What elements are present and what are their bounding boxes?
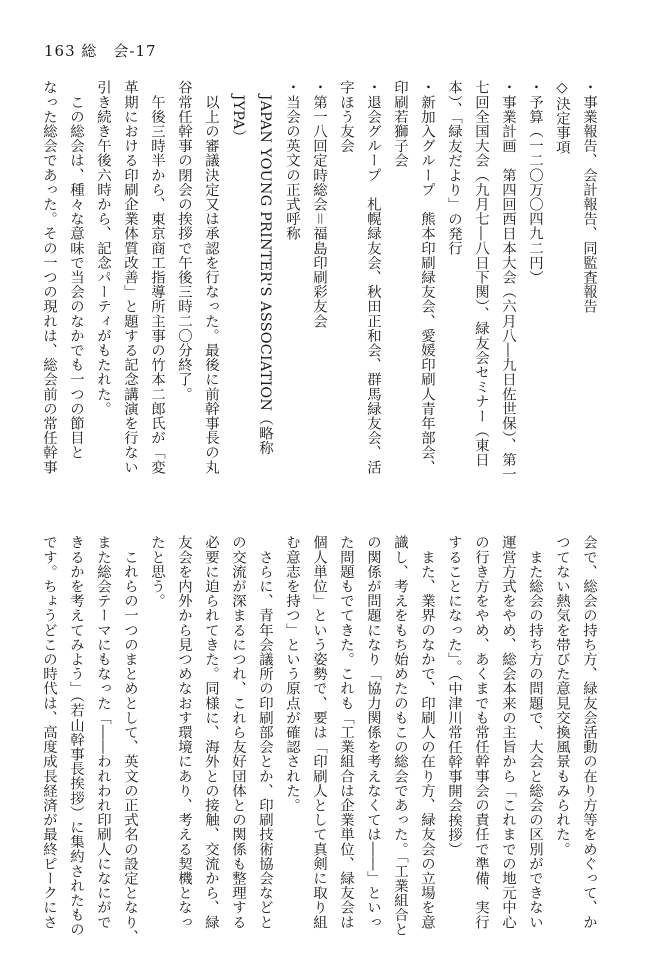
- text-line: 谷常任幹事の閉会の挨拶で午後三時二〇分終了。: [176, 80, 192, 402]
- text-line: ・第一八回定時総会＝福島印刷彩友会: [311, 80, 327, 329]
- upper-text-block: [42, 80, 602, 480]
- running-head: 163 総 会-17: [44, 42, 157, 60]
- text-line: つてない熱気を帯びた意見交換風景もみられた。: [554, 535, 570, 857]
- text-line: です。ちょうどこの時代は、高度成長経済が最終ピークにさ: [41, 535, 57, 930]
- text-line: さらに、青年会議所の印刷部会とか、印刷技術協会などと: [257, 535, 273, 930]
- text-line: これらの一つのまとめとして、英文の正式名の設定となり、: [122, 535, 138, 944]
- text-line: この総会は、種々な意味で当会のなかでも一つの節目と: [68, 80, 84, 460]
- text-line: きるかを考えてみよう」（若山幹事長挨拶）に集約されたもの: [68, 535, 84, 937]
- text-line: た問題もでてきた。これも「工業組合は企業単位、緑友会は: [338, 535, 354, 930]
- text-line: ・当会の英文の正式呼称: [284, 80, 300, 241]
- text-line: ・予算（一二〇万〇四九二円）: [527, 80, 543, 285]
- text-line: 本）、「緑友だより」の発行: [446, 80, 462, 256]
- text-line: 以上の審議決定又は承認を行なった。最後に前幹事長の丸: [203, 80, 219, 475]
- text-line: の関係が問題になり「協力関係を考えなくては――」といっ: [365, 535, 381, 930]
- text-line: 運営方式をやめ、総会本来の主旨から「これまでの地元中心: [500, 535, 516, 930]
- text-line: の行き方をやめ、あくまでも常任幹事会の責任で準備、実行: [473, 535, 489, 930]
- text-line: 七回全国大会（九月七―八日下関）、緑友会セミナー（東日: [473, 80, 489, 467]
- text-line: の交流が深まるにつれ、これら友好団体との関係も整理する: [230, 535, 246, 930]
- text-line: 個人単位」という姿勢で、要は「印刷人として真剣に取り組: [311, 535, 327, 930]
- text-line: JAPAN YOUNG PRINTER'S ASSOCIATION（略称: [257, 80, 273, 455]
- text-line: また、業界のなかで、印刷人の在り方、緑友会の立場を意: [419, 535, 435, 930]
- text-line: また総会の持ち方の問題で、大会と総会の区別ができない: [527, 535, 543, 930]
- text-line: ◇決定事項: [554, 80, 570, 155]
- text-line: 友会を内外から見つめなおす環境にあり、考える契機となっ: [176, 535, 192, 930]
- text-line: 引き続き午後六時から、記念パーティがもたれた。: [95, 80, 111, 416]
- text-line: 印刷若獅子会: [392, 80, 408, 168]
- text-line: 革期における印刷企業体質改善」と題する記念講演を行ない: [122, 80, 138, 475]
- text-line: 必要に迫られてきた。同様に、海外との接触、交流から、緑: [203, 535, 219, 930]
- text-line: 会で、総会の持ち方、緑友会活動の在り方等をめぐって、か: [581, 535, 597, 930]
- text-line: 字ほう友会: [338, 80, 354, 153]
- lower-text-block: [41, 535, 602, 944]
- text-line: む意志を持つ」という原点が確認された。: [284, 535, 300, 813]
- text-line: JYPA）: [230, 80, 246, 145]
- text-line: ・退会グループ 札幌緑友会、秋田正和会、群馬緑友会、活: [365, 80, 381, 475]
- text-line: ・事業計画 第四回西日本大会（六月八―九日佐世保）、第一: [500, 80, 516, 482]
- text-line: また総会テーマにもなった「――われわれ印刷人になにがで: [95, 535, 111, 930]
- text-line: することになった」。（中津川常任幹事開会挨拶）: [446, 535, 462, 857]
- text-line: ・新加入グループ 熊本印刷緑友会、愛媛印刷人青年部会、: [419, 80, 435, 475]
- text-line: なった総会であった。その一つの現れは、総会前の常任幹事: [41, 80, 57, 475]
- text-line: 識し、考えをもち始めたのもこの総会であった。「工業組合と: [392, 535, 408, 937]
- text-line: 午後三時半から、東京商工指導所主事の竹本二郎氏が「変: [149, 80, 165, 475]
- text-line: たと思う。: [149, 535, 165, 608]
- text-line: ・事業報告、会計報告、同監査報告: [581, 80, 597, 314]
